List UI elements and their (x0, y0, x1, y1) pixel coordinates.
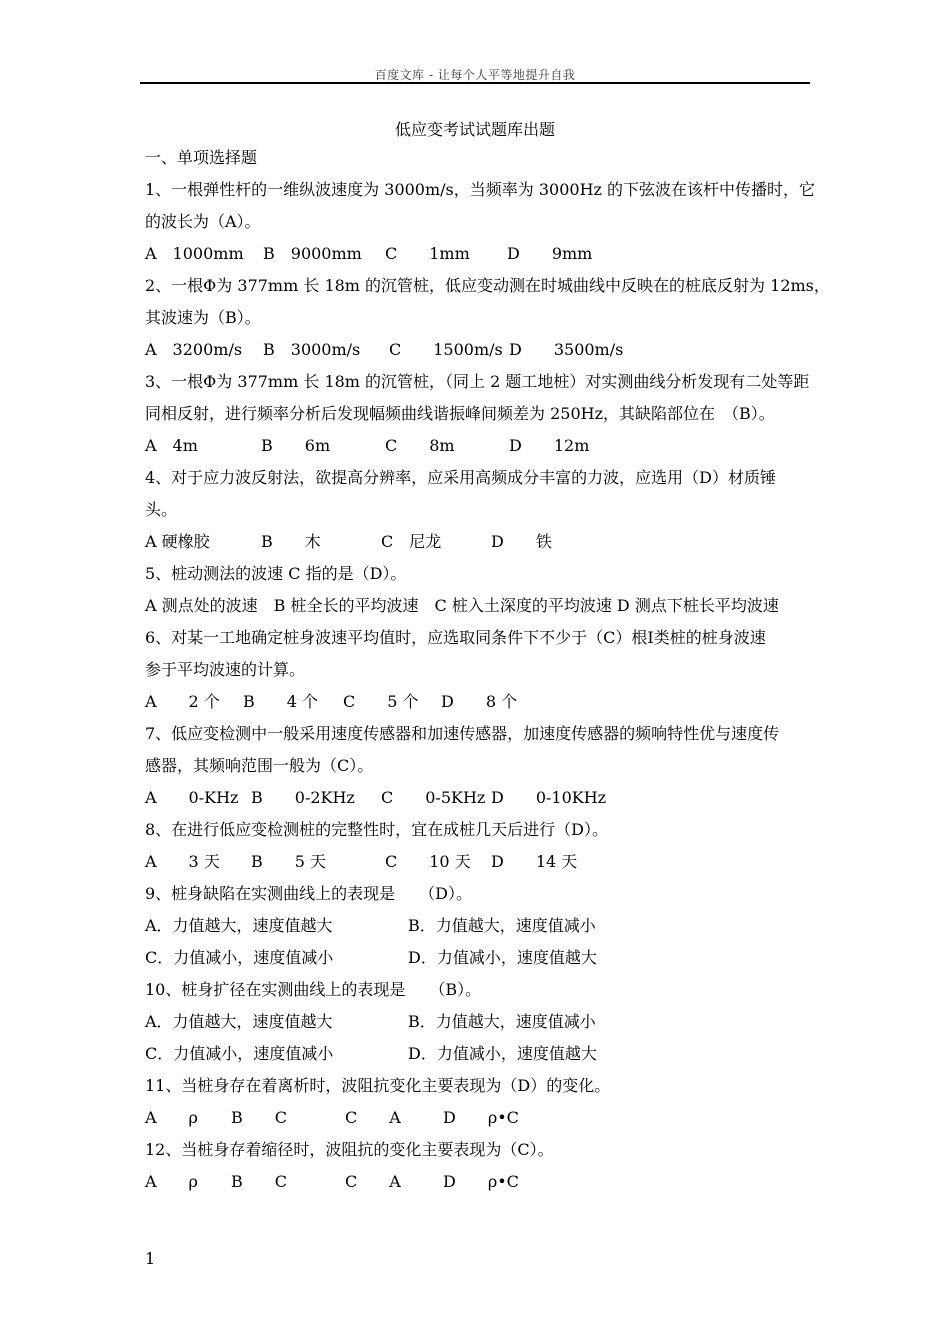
option-d: D 0-10KHz (491, 788, 607, 807)
option-c: C．力值减小，速度值减小 (145, 1044, 334, 1063)
option-a: A 3200m/s (145, 340, 243, 359)
question-7-text: 7、低应变检测中一般采用速度传感器和加速传感器，加速度传感器的频响特性优与速度传 (145, 724, 780, 743)
question-3-text: 3、一根Φ为 377mm 长 18m 的沉管桩，（同上 2 题工地桩）对实测曲线分析发现有二处等距 (145, 372, 810, 391)
option-d: D 3500m/s (509, 340, 624, 359)
option-c: C 0-5KHz (381, 788, 486, 807)
question-10-options-row-1 (145, 1006, 810, 1038)
option-c: C．力值减小，速度值减小 (145, 948, 334, 967)
question-4-options (145, 526, 810, 558)
option-a: A 0-KHz (145, 788, 239, 807)
option-c: C 1mm (385, 244, 470, 263)
option-b: B 5 天 (251, 852, 327, 871)
option-b: B 6m (261, 436, 331, 455)
question-7-text-cont: 感器，其频响范围一般为（C）。 (145, 756, 374, 775)
question-6-text-cont: 参于平均波速的计算。 (145, 660, 306, 679)
option-b: B．力值越大，速度值减小 (408, 1012, 596, 1031)
option-b: B 0-2KHz (251, 788, 355, 807)
option-a: A 硬橡胶 (145, 532, 210, 551)
option-d: D 12m (509, 436, 590, 455)
question-6-options (145, 686, 810, 718)
option-b: B 木 (261, 532, 321, 551)
option-d: D ρ•C (443, 1108, 519, 1127)
question-10-text: 10、桩身扩径在实测曲线上的表现是 （B）。 (145, 980, 482, 999)
option-d: D．力值减小，速度值越大 (408, 948, 597, 967)
option-b: B 3000m/s (263, 340, 361, 359)
option-c: C A (345, 1172, 401, 1191)
option-c: C 5 个 (343, 692, 419, 711)
option-a: A ρ (145, 1172, 198, 1191)
page-header: 百度文库 - 让每个人平等地提升自我 (374, 68, 576, 82)
question-5-text: 5、桩动测法的波速 C 指的是（D）。 (145, 564, 407, 583)
question-1-options (145, 238, 810, 270)
option-c: C 1500m/s (389, 340, 503, 359)
question-9-options-row-2 (145, 942, 810, 974)
option-a: A．力值越大，速度值越大 (145, 916, 333, 935)
page-number: 1 (145, 1249, 156, 1268)
question-4-text: 4、对于应力波反射法，欲提高分辨率，应采用高频成分丰富的力波，应选用（D）材质锤 (145, 468, 777, 487)
question-6-text: 6、对某一工地确定桩身波速平均值时，应选取同条件下不少于（C）根Ⅰ类桩的桩身波速 (145, 628, 766, 647)
option-c: C 10 天 (385, 852, 471, 871)
header-divider (140, 82, 810, 84)
question-12-options (145, 1166, 810, 1198)
question-2-text: 2、一根Φ为 377mm 长 18m 的沉管桩，低应变动测在时城曲线中反映在的桩底反射为 12ms， (145, 276, 830, 295)
document-body (145, 142, 830, 1198)
question-7-options (145, 782, 810, 814)
option-a: A 3 天 (145, 852, 220, 871)
document-title: 低应变考试试题库出题 (394, 120, 555, 139)
question-5-options: A 测点处的波速 B 桩全长的平均波速 C 桩入土深度的平均波速 D 测点下桩长平均波速 (145, 596, 779, 615)
question-2-text-cont: 其波速为（B）。 (145, 308, 261, 327)
option-c: C 8m (385, 436, 455, 455)
question-9-text: 9、桩身缺陷在实测曲线上的表现是 （D）。 (145, 884, 473, 903)
question-3-options (145, 430, 810, 462)
option-c: C A (345, 1108, 401, 1127)
question-12-text: 12、当桩身存着缩径时，波阻抗的变化主要表现为（C）。 (145, 1140, 554, 1159)
question-9-options-row-1 (145, 910, 810, 942)
option-a: A ρ (145, 1108, 198, 1127)
question-2-options (145, 334, 810, 366)
option-a: A 4m (145, 436, 198, 455)
option-d: D 铁 (491, 532, 552, 551)
option-b: B．力值越大，速度值减小 (408, 916, 596, 935)
question-8-text: 8、在进行低应变检测桩的完整性时，宜在成桩几天后进行（D）。 (145, 820, 609, 839)
question-11-text: 11、当桩身存在着离析时，波阻抗变化主要表现为（D）的变化。 (145, 1076, 611, 1095)
option-d: D ρ•C (443, 1172, 519, 1191)
option-b: B C (231, 1108, 288, 1127)
section-heading: 一、单项选择题 (145, 148, 258, 167)
question-1-text: 1、一根弹性杆的一维纵波速度为 3000m/s，当频率为 3000Hz 的下弦波在该杆中传播时，它 (145, 180, 816, 199)
question-3-text-cont: 同相反射，进行频率分析后发现幅频曲线谐振峰间频差为 250Hz，其缺陷部位在 （B）。 (145, 404, 775, 423)
option-a: A 2 个 (145, 692, 220, 711)
option-b: B 4 个 (243, 692, 319, 711)
question-1-text-cont: 的波长为（A）。 (145, 212, 261, 231)
option-d: D．力值减小，速度值越大 (408, 1044, 597, 1063)
option-d: D 14 天 (491, 852, 578, 871)
option-b: B C (231, 1172, 288, 1191)
question-4-text-cont: 头。 (145, 500, 178, 519)
option-d: D 8 个 (441, 692, 518, 711)
option-d: D 9mm (507, 244, 593, 263)
question-10-options-row-2 (145, 1038, 810, 1070)
option-c: C 尼龙 (381, 532, 442, 551)
question-11-options (145, 1102, 810, 1134)
question-8-options (145, 846, 810, 878)
option-b: B 9000mm (263, 244, 362, 263)
option-a: A 1000mm (145, 244, 244, 263)
option-a: A．力值越大，速度值越大 (145, 1012, 333, 1031)
